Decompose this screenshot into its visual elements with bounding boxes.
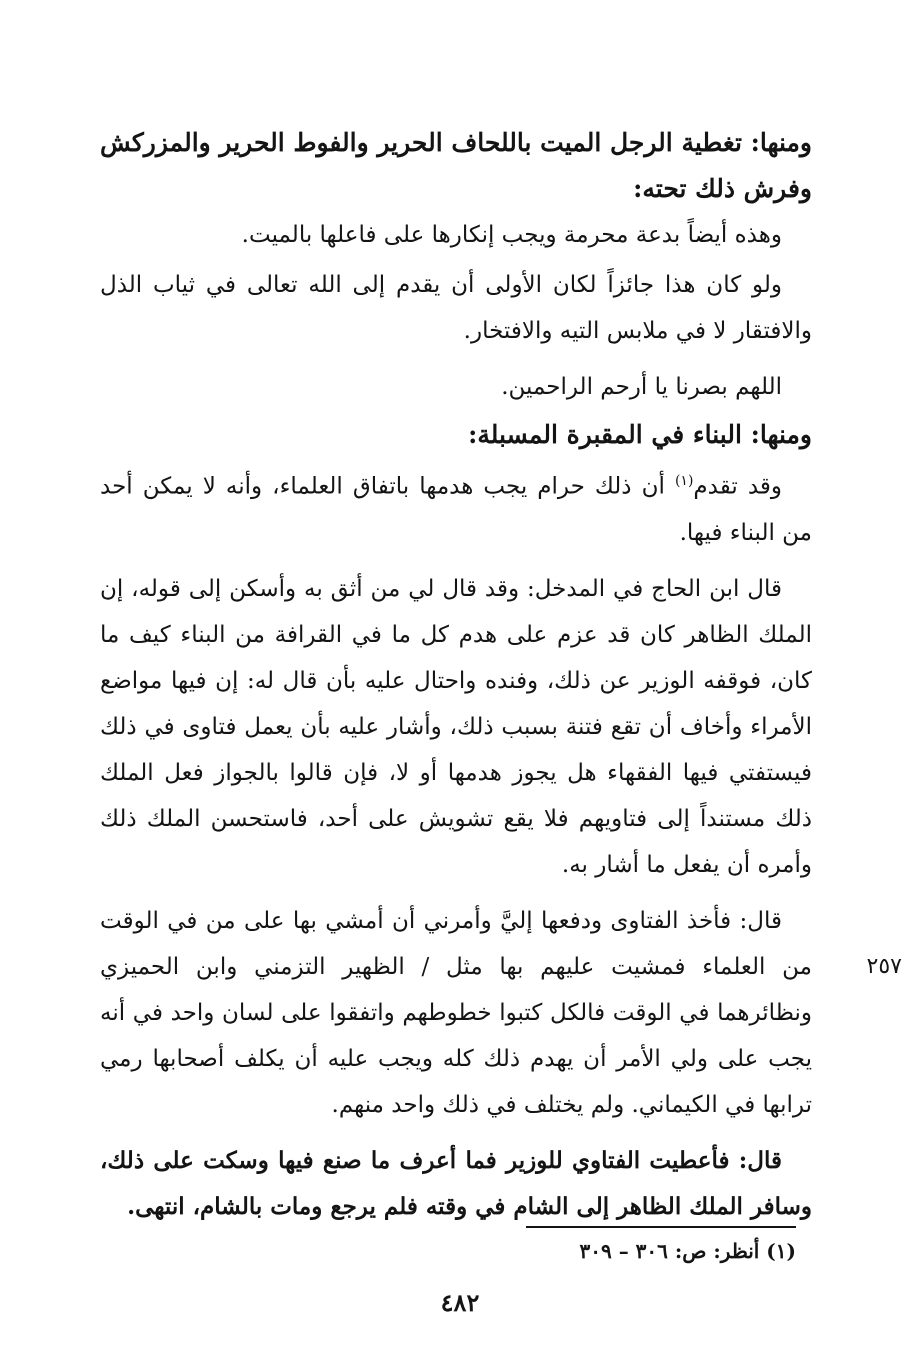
- paragraph-bidah: وهذه أيضاً بدعة محرمة ويجب إنكارها على فاعلها بالميت.: [241, 222, 782, 248]
- margin-folio-number: ٢٥٧: [866, 953, 902, 979]
- footnote-reference: (١): [674, 473, 694, 489]
- paragraph-supplication: اللهم بصرنا يا أرحم الراحمين.: [501, 374, 782, 400]
- footnote-divider: [526, 1226, 796, 1228]
- paragraph-ibn-alhajj: قال ابن الحاج في المدخل: وقد قال لي من أثق به وأسكن إلى قوله، إن الملك الظاهر كان قد عزم على هدم كل ما في القرافة من البناء كيف ما كان، فوقفه الوزير عن ذلك، وفنده واحتال عليه بأن قال له: إن فيها مواضع الأمراء وأخاف أن تقع فتنة بسبب ذلك، وأشار عليه بأن يعمل فتاوى في ذلك فيستفتي فيها الفقهاء هل يجوز هدمها أو لا، فإن قالوا بالجواز فعل الملك ذلك مستنداً إلى فتاويهم فلا يقع تشويش على أحد، فاستحسن الملك ذلك وأمره أن يفعل ما أشار به.: [100, 575, 812, 878]
- paragraph-humility: ولو كان هذا جائزاً لكان الأولى أن يقدم إلى الله تعالى في ثياب الذل والافتقار لا في ملابس التيه والافتخار.: [100, 272, 812, 344]
- paragraph-prohibition: [100, 458, 812, 556]
- section-heading-silk-shroud: ومنها: تغطية الرجل الميت باللحاف الحرير والفوط الحرير والمزركش وفرش ذلك تحته:: [99, 128, 812, 203]
- page-number: ٤٨٢: [440, 1288, 480, 1317]
- footnote: (١) أنظر: ص: ٣٠٦ – ٣٠٩: [579, 1239, 796, 1263]
- page-body: [99, 120, 902, 1240]
- paragraph-fatwa: قال: فأخذ الفتاوى ودفعها إليَّ وأمرني أن أمشي بها على من في الوقت من العلماء فمشيت عليهم بها مثل / الظهير التزمني وابن الحميزي ونظائرهما في الوقت فالكل كتبوا خطوطهم واتفقوا على لسان واحد في أنه يجب على ولي الأمر أن يهدم ذلك كله ويجب عليه أن يكلف أصحابها رمي ترابها في الكيماني. ولم يختلف في ذلك واحد منهم.: [100, 907, 812, 1118]
- paragraph-fatwa-wrapper: [100, 898, 902, 1128]
- paragraph-prohibition-start: وقد تقدم: [693, 473, 782, 500]
- paragraph-prohibition-end: أن ذلك حرام يجب هدمها باتفاق العلماء، وأنه لا يمكن أحد من البناء فيها.: [100, 473, 812, 546]
- paragraph-conclusion: قال: فأعطيت الفتاوي للوزير فما أعرف ما صنع فيها وسكت على ذلك، وسافر الملك الظاهر إلى الشام في وقته فلم يرجع ومات بالشام، انتهى.: [100, 1146, 812, 1220]
- section-heading-cemetery-building: ومنها: البناء في المقبرة المسبلة:: [468, 420, 812, 449]
